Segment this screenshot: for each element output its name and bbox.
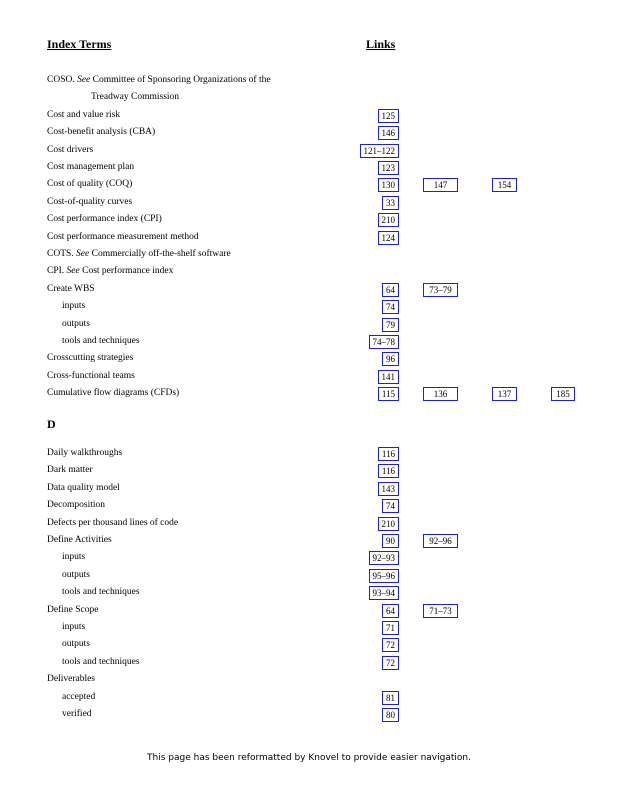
term-text: Dark matter: [47, 465, 93, 476]
index-entry: [0, 463, 618, 480]
page-link[interactable]: 72: [382, 656, 399, 670]
see-reference: See: [77, 75, 91, 85]
index-entry: [0, 299, 618, 316]
page-links: [0, 516, 618, 533]
index-entry: [0, 90, 618, 107]
footer-note: This page has been reformatted by Knovel to provide easier navigation.: [147, 753, 471, 763]
see-reference: See: [66, 266, 80, 277]
page-links: [0, 160, 618, 177]
term-text: tools and techniques: [62, 587, 140, 598]
term-text: outputs: [62, 569, 90, 580]
page-links: [0, 603, 618, 620]
page-links: [0, 533, 618, 550]
term-text: outputs: [62, 639, 90, 650]
index-entry: [0, 386, 618, 403]
page-link[interactable]: 210: [378, 517, 400, 531]
index-entry: [0, 282, 618, 299]
page-links: [0, 386, 618, 403]
page-links: [0, 655, 618, 672]
term-text: Cost performance index: [79, 266, 174, 277]
page-links: [0, 585, 618, 602]
page-links: [0, 620, 618, 637]
page-link[interactable]: 92–93: [369, 551, 400, 565]
page-link[interactable]: 81: [382, 691, 399, 705]
term-text: Cost-of-quality curves: [47, 196, 133, 207]
page-link[interactable]: 146: [378, 126, 400, 140]
index-entry: [0, 516, 618, 533]
term-text: Cross-functional teams: [47, 370, 135, 381]
term-text: Defects per thousand lines of code: [47, 517, 179, 528]
page-links: [0, 690, 618, 707]
index-entry: [0, 351, 618, 368]
term-text: Define Activities: [47, 535, 112, 545]
page-link[interactable]: 136: [423, 387, 458, 401]
page-links: [0, 317, 618, 334]
page-link[interactable]: 141: [378, 370, 400, 384]
page-link[interactable]: 64: [382, 283, 399, 297]
page-link[interactable]: 33: [382, 196, 399, 210]
page-link[interactable]: 116: [378, 464, 399, 478]
page-link[interactable]: 72: [382, 638, 399, 652]
index-entry: [0, 160, 618, 177]
index-terms-header: Index Terms: [47, 37, 112, 51]
page-link[interactable]: 121–122: [360, 144, 400, 158]
index-entry: [0, 672, 618, 689]
index-entry: [0, 655, 618, 672]
page-link[interactable]: 92–96: [423, 534, 458, 548]
page-links: [0, 282, 618, 299]
term-text: Cost performance measurement method: [47, 231, 199, 242]
term-text: Define Scope: [47, 604, 99, 615]
page-link[interactable]: 125: [378, 109, 400, 123]
page-link[interactable]: 124: [378, 231, 400, 245]
term-text: accepted: [62, 691, 96, 702]
index-entry: [0, 690, 618, 707]
page-links: [0, 351, 618, 368]
index-entry: [0, 108, 618, 125]
page-link[interactable]: 123: [378, 161, 400, 175]
page-link[interactable]: 130: [378, 178, 400, 192]
term-text: inputs: [62, 622, 86, 632]
page-links: [0, 446, 618, 463]
term-text: Daily walkthroughs: [47, 448, 123, 458]
index-entry: [0, 550, 618, 567]
page-links: [0, 90, 618, 107]
page-link[interactable]: 80: [382, 708, 399, 722]
page-link[interactable]: 210: [378, 213, 400, 227]
page-link[interactable]: 64: [382, 604, 399, 618]
page-link[interactable]: 95–96: [369, 569, 400, 583]
term-text: Cumulative flow diagrams (CFDs): [47, 388, 180, 399]
page-links: [0, 707, 618, 724]
index-entry: [0, 212, 618, 229]
page-links: [0, 177, 618, 194]
page-link[interactable]: 71: [382, 621, 399, 635]
term-text: Cost management plan: [47, 162, 135, 172]
term-text: verified: [62, 709, 92, 719]
links-header: Links: [366, 37, 396, 51]
page-link[interactable]: 115: [378, 387, 399, 401]
page-link[interactable]: 93–94: [369, 586, 400, 600]
term-text: CPI.: [47, 266, 67, 277]
term-text: Cost performance index (CPI): [47, 214, 162, 225]
page-link[interactable]: 116: [378, 447, 399, 461]
page-links: [0, 108, 618, 125]
index-entry: [0, 481, 618, 498]
page-link[interactable]: 90: [382, 534, 399, 548]
term-text: Committee of Sponsoring Organizations of the: [90, 75, 271, 85]
page-link[interactable]: 143: [378, 482, 400, 496]
term-text: Treadway Commission: [91, 92, 180, 103]
page-link[interactable]: 74: [382, 300, 399, 314]
page-links: [0, 463, 618, 480]
term-text: Commercially off-the-shelf software: [89, 249, 231, 259]
page-link[interactable]: 154: [492, 178, 517, 192]
term-text: COTS.: [47, 249, 77, 259]
index-entry: [0, 533, 618, 550]
index-entry: [0, 620, 618, 637]
page-links: [0, 264, 618, 281]
index-entry: [0, 637, 618, 654]
page-links: [0, 637, 618, 654]
term-text: Crosscutting strategies: [47, 353, 134, 364]
term-text: inputs: [62, 552, 86, 563]
index-entry: [0, 195, 618, 212]
page-link[interactable]: 73–79: [423, 283, 458, 297]
page-links: [0, 672, 618, 689]
page-link[interactable]: 79: [382, 318, 399, 332]
page-links: [0, 143, 618, 160]
index-entry: [0, 369, 618, 386]
index-entry: [0, 125, 618, 142]
page-links: [0, 498, 618, 515]
term-text: Cost-benefit analysis (CBA): [47, 127, 156, 138]
term-text: Deliverables: [47, 674, 96, 685]
term-text: COSO.: [47, 75, 78, 85]
index-entry: [0, 230, 618, 247]
index-entry: [0, 446, 618, 463]
see-reference: See: [76, 249, 90, 259]
section-letter-d: D: [47, 417, 56, 431]
index-entry: [0, 317, 618, 334]
page-link[interactable]: 71–73: [423, 604, 458, 618]
term-text: outputs: [62, 318, 90, 329]
index-entry: [0, 247, 618, 264]
term-text: Cost and value risk: [47, 109, 121, 120]
page-links: [0, 247, 618, 264]
index-entry: [0, 143, 618, 160]
index-entry: [0, 603, 618, 620]
page-link[interactable]: 185: [551, 387, 575, 401]
page-links: [0, 550, 618, 567]
page-link[interactable]: 74: [382, 499, 399, 513]
term-text: inputs: [62, 301, 86, 312]
page-links: [0, 212, 618, 229]
page-links: [0, 481, 618, 498]
index-entry: [0, 73, 618, 90]
term-text: Decomposition: [47, 500, 106, 511]
page-link[interactable]: 96: [382, 352, 399, 366]
page-links: [0, 334, 618, 351]
page-links: [0, 369, 618, 386]
term-text: Cost of quality (COQ): [47, 179, 133, 190]
page-links: [0, 195, 618, 212]
page-link[interactable]: 74–78: [369, 335, 400, 349]
term-text: tools and techniques: [62, 336, 140, 346]
index-entry: [0, 707, 618, 724]
term-text: tools and techniques: [62, 656, 140, 667]
index-entry: [0, 498, 618, 515]
page-links: [0, 73, 618, 90]
term-text: Cost drivers: [47, 144, 94, 155]
term-text: Data quality model: [47, 482, 120, 493]
index-entry: [0, 177, 618, 194]
page-link[interactable]: 147: [423, 178, 458, 192]
index-entry: [0, 585, 618, 602]
page-links: [0, 230, 618, 247]
index-entry: [0, 334, 618, 351]
page-links: [0, 568, 618, 585]
page-links: [0, 125, 618, 142]
page-links: [0, 299, 618, 316]
index-entry: [0, 264, 618, 281]
index-entry: [0, 568, 618, 585]
term-text: Create WBS: [47, 283, 95, 294]
page-link[interactable]: 137: [492, 387, 517, 401]
